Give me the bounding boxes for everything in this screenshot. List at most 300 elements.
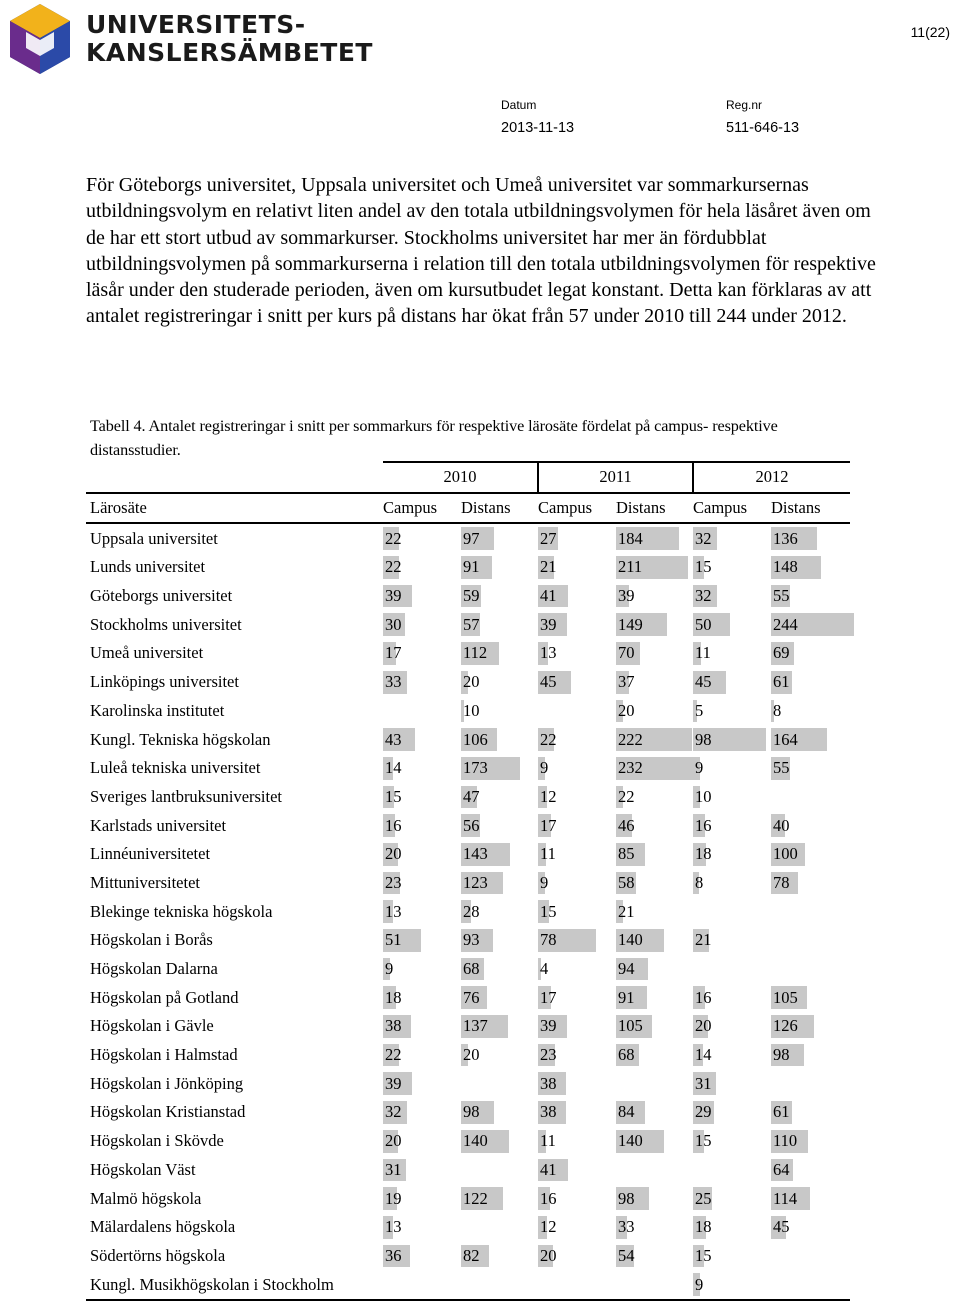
distans-cell xyxy=(461,1069,538,1098)
campus-cell xyxy=(383,1156,461,1185)
column-header-campus: Campus xyxy=(538,493,616,524)
campus-cell xyxy=(383,897,461,926)
cell-value: 38 xyxy=(540,1073,557,1093)
cell-value xyxy=(771,1246,773,1265)
cell-value: 8 xyxy=(773,700,782,720)
campus-cell xyxy=(538,1184,616,1213)
distans-cell xyxy=(616,1041,693,1070)
distans-cell xyxy=(771,897,850,926)
table-row xyxy=(86,1127,850,1156)
distans-cell xyxy=(616,783,693,812)
distans-cell xyxy=(771,523,850,553)
cell-value: 15 xyxy=(695,557,712,577)
cell-value: 32 xyxy=(695,528,712,548)
campus-cell xyxy=(383,1127,461,1156)
cell-value: 19 xyxy=(385,1188,402,1208)
table-row xyxy=(86,725,850,754)
cell-value: 222 xyxy=(618,729,643,749)
campus-cell xyxy=(538,523,616,553)
campus-cell xyxy=(383,811,461,840)
cell-value: 21 xyxy=(695,930,712,950)
campus-cell xyxy=(538,955,616,984)
row-label: Göteborgs universitet xyxy=(90,586,233,606)
cell-value: 105 xyxy=(618,1016,643,1036)
distans-cell xyxy=(461,697,538,726)
column-header-larosate: Lärosäte xyxy=(86,493,383,524)
campus-cell xyxy=(693,754,771,783)
distans-cell xyxy=(771,668,850,697)
distans-cell xyxy=(461,1270,538,1300)
cell-value: 143 xyxy=(463,844,488,864)
distans-cell xyxy=(771,983,850,1012)
cell-value xyxy=(616,1160,618,1179)
cell-value xyxy=(693,959,695,978)
campus-cell xyxy=(383,1184,461,1213)
reg-value: 511-646-13 xyxy=(726,120,800,136)
logo-text-line2: KANSLERSÄMBETET xyxy=(86,38,373,67)
cell-value: 38 xyxy=(385,1016,402,1036)
cell-value: 100 xyxy=(773,844,798,864)
cell-value: 46 xyxy=(618,815,635,835)
distans-cell xyxy=(771,811,850,840)
year-header-row xyxy=(86,462,850,493)
row-label: Södertörns högskola xyxy=(90,1245,226,1265)
campus-cell xyxy=(693,1127,771,1156)
distans-cell xyxy=(616,1156,693,1185)
distans-cell xyxy=(771,1156,850,1185)
distans-cell xyxy=(616,1012,693,1041)
distans-cell xyxy=(461,1041,538,1070)
distans-cell xyxy=(461,783,538,812)
row-label: Lunds universitet xyxy=(90,557,206,577)
campus-cell xyxy=(693,639,771,668)
campus-cell xyxy=(693,811,771,840)
cell-value: 27 xyxy=(540,528,557,548)
cell-value: 22 xyxy=(385,557,402,577)
row-label: Högskolan i Halmstad xyxy=(90,1045,238,1065)
campus-cell xyxy=(693,955,771,984)
distans-cell xyxy=(771,869,850,898)
cell-value: 10 xyxy=(695,786,712,806)
table-row xyxy=(86,1184,850,1213)
cell-value xyxy=(461,1160,463,1179)
campus-cell xyxy=(538,1242,616,1271)
campus-cell xyxy=(538,897,616,926)
table-row xyxy=(86,926,850,955)
row-label: Malmö högskola xyxy=(90,1188,202,1208)
cell-value: 56 xyxy=(463,815,480,835)
distans-cell xyxy=(461,1242,538,1271)
cell-value: 30 xyxy=(385,614,402,634)
distans-cell xyxy=(461,869,538,898)
distans-cell xyxy=(771,639,850,668)
cell-value: 136 xyxy=(773,528,798,548)
cell-value: 123 xyxy=(463,872,488,892)
cell-value: 9 xyxy=(540,758,549,778)
distans-cell xyxy=(616,983,693,1012)
cell-value: 140 xyxy=(618,1131,643,1151)
distans-cell xyxy=(461,1156,538,1185)
cell-value xyxy=(616,1275,618,1294)
campus-cell xyxy=(693,1242,771,1271)
cell-value: 11 xyxy=(695,643,711,663)
cell-value: 20 xyxy=(385,1131,402,1151)
body-paragraph: För Göteborgs universitet, Uppsala universitet och Umeå universitet var sommarkursernas utbildningsvolym en relativt liten andel av den totala utbildningsvolymen för hela läsåret även om de har ett stort utbud av sommarkurser. Stockholms universitet har mer än fördubblat utbildningsvolymen på sommarkurserna i relation till den totala utbildningsvolymen för respektive läsår under den studerade perioden, även om kursutbudet legat konstant. Detta kan förklaras av att antalet registreringar i snitt per kurs på distans har ökat från 57 under 2010 till 244 under 2012. xyxy=(86,174,876,328)
distans-cell xyxy=(771,1012,850,1041)
campus-cell xyxy=(538,582,616,611)
table-row xyxy=(86,840,850,869)
cell-value: 39 xyxy=(618,586,635,606)
distans-cell xyxy=(616,523,693,553)
table-row xyxy=(86,1242,850,1271)
distans-cell xyxy=(771,1270,850,1300)
campus-cell xyxy=(538,725,616,754)
cell-value: 184 xyxy=(618,528,643,548)
cell-value: 16 xyxy=(695,987,712,1007)
cell-value: 173 xyxy=(463,758,488,778)
campus-cell xyxy=(538,697,616,726)
campus-cell xyxy=(538,983,616,1012)
distans-cell xyxy=(461,754,538,783)
distans-cell xyxy=(771,1041,850,1070)
distans-cell xyxy=(771,1069,850,1098)
cell-value xyxy=(771,959,773,978)
cell-value: 41 xyxy=(540,586,557,606)
cell-value: 57 xyxy=(463,614,480,634)
reg-label: Reg.nr xyxy=(726,98,763,112)
campus-cell xyxy=(538,1098,616,1127)
year-header: 2012 xyxy=(693,462,850,493)
campus-cell xyxy=(693,1098,771,1127)
column-header-distans: Distans xyxy=(616,493,693,524)
table-row xyxy=(86,697,850,726)
cell-value: 15 xyxy=(695,1245,712,1265)
distans-cell xyxy=(461,926,538,955)
distans-cell xyxy=(771,1184,850,1213)
cell-value xyxy=(461,1074,463,1093)
column-header-distans: Distans xyxy=(771,493,850,524)
table-row xyxy=(86,811,850,840)
cell-value: 20 xyxy=(618,700,635,720)
cell-value: 32 xyxy=(695,586,712,606)
cell-value: 98 xyxy=(463,1102,480,1122)
row-label: Karolinska institutet xyxy=(90,700,225,720)
cell-value: 9 xyxy=(695,758,704,778)
cell-value: 32 xyxy=(385,1102,402,1122)
distans-cell xyxy=(771,1098,850,1127)
campus-cell xyxy=(383,1012,461,1041)
distans-cell xyxy=(616,955,693,984)
distans-cell xyxy=(616,725,693,754)
cell-value: 31 xyxy=(385,1159,402,1179)
cell-value xyxy=(616,1074,618,1093)
cell-value xyxy=(771,902,773,921)
campus-cell xyxy=(538,811,616,840)
distans-cell xyxy=(616,697,693,726)
logo-text-line1: UNIVERSITETS- xyxy=(86,10,306,39)
campus-cell xyxy=(693,697,771,726)
cell-value: 18 xyxy=(695,1217,712,1237)
cell-value: 28 xyxy=(463,901,480,921)
cell-value: 45 xyxy=(540,672,557,692)
campus-cell xyxy=(538,869,616,898)
campus-cell xyxy=(538,754,616,783)
campus-cell xyxy=(693,783,771,812)
cell-value: 20 xyxy=(540,1245,557,1265)
distans-cell xyxy=(461,610,538,639)
cell-value: 11 xyxy=(540,844,556,864)
column-header-campus: Campus xyxy=(693,493,771,524)
distans-cell xyxy=(616,897,693,926)
table-row xyxy=(86,897,850,926)
campus-cell xyxy=(538,783,616,812)
cell-value: 13 xyxy=(540,643,557,663)
cell-value: 36 xyxy=(385,1245,402,1265)
campus-cell xyxy=(538,840,616,869)
cell-value: 164 xyxy=(773,729,798,749)
campus-cell xyxy=(538,553,616,582)
cell-value xyxy=(383,701,385,720)
campus-cell xyxy=(383,840,461,869)
distans-cell xyxy=(771,955,850,984)
campus-cell xyxy=(538,1069,616,1098)
cell-value: 61 xyxy=(773,672,790,692)
cell-value: 76 xyxy=(463,987,480,1007)
cell-value: 22 xyxy=(385,1045,402,1065)
cell-value: 10 xyxy=(463,700,480,720)
cell-value: 55 xyxy=(773,758,790,778)
table-row xyxy=(86,1156,850,1185)
distans-cell xyxy=(616,639,693,668)
distans-cell xyxy=(461,725,538,754)
cell-value: 17 xyxy=(540,815,557,835)
cell-value: 85 xyxy=(618,844,635,864)
cell-value: 47 xyxy=(463,786,480,806)
row-label: Linnéuniversitetet xyxy=(90,844,211,864)
distans-cell xyxy=(616,1213,693,1242)
cell-value: 97 xyxy=(463,528,480,548)
campus-cell xyxy=(693,553,771,582)
cell-value xyxy=(461,1275,463,1294)
distans-cell xyxy=(461,1012,538,1041)
cell-value: 69 xyxy=(773,643,790,663)
campus-cell xyxy=(383,983,461,1012)
year-header-blank xyxy=(86,462,383,493)
distans-cell xyxy=(616,553,693,582)
row-label: Sveriges lantbruksuniversitet xyxy=(90,786,283,806)
cell-value: 11 xyxy=(540,1131,556,1151)
row-label: Karlstads universitet xyxy=(90,815,227,835)
cell-value: 211 xyxy=(618,557,643,577)
cell-value: 140 xyxy=(618,930,643,950)
cell-value: 21 xyxy=(540,557,557,577)
campus-cell xyxy=(383,697,461,726)
table-row xyxy=(86,1213,850,1242)
cell-value: 31 xyxy=(695,1073,712,1093)
cell-value xyxy=(771,1275,773,1294)
year-header: 2010 xyxy=(383,462,538,493)
table-row xyxy=(86,523,850,553)
campus-cell xyxy=(693,1184,771,1213)
row-label: Högskolan Väst xyxy=(90,1159,196,1179)
campus-cell xyxy=(538,1127,616,1156)
cell-value: 13 xyxy=(385,901,402,921)
distans-cell xyxy=(771,1242,850,1271)
table-row xyxy=(86,983,850,1012)
row-label: Kungl. Musikhögskolan i Stockholm xyxy=(86,1270,383,1300)
cell-value: 12 xyxy=(540,786,557,806)
cell-value: 91 xyxy=(618,987,635,1007)
distans-cell xyxy=(461,553,538,582)
cell-value: 94 xyxy=(618,959,635,979)
row-label: Högskolan på Gotland xyxy=(90,987,239,1007)
distans-cell xyxy=(461,811,538,840)
cell-value xyxy=(383,1275,385,1294)
table-row xyxy=(86,1098,850,1127)
cell-value: 39 xyxy=(385,586,402,606)
cell-value: 41 xyxy=(540,1159,557,1179)
distans-cell xyxy=(461,1127,538,1156)
campus-cell xyxy=(383,639,461,668)
row-label: Högskolan i Borås xyxy=(90,930,213,950)
campus-cell xyxy=(693,725,771,754)
cell-value: 40 xyxy=(773,815,790,835)
logo-icon xyxy=(6,2,74,76)
data-table xyxy=(86,461,850,1301)
cell-value: 18 xyxy=(695,844,712,864)
campus-cell xyxy=(383,1041,461,1070)
distans-cell xyxy=(616,1270,693,1300)
distans-cell xyxy=(461,639,538,668)
distans-cell xyxy=(461,582,538,611)
campus-cell xyxy=(383,582,461,611)
cell-value: 78 xyxy=(540,930,557,950)
cell-value: 9 xyxy=(695,1274,704,1294)
distans-cell xyxy=(461,668,538,697)
cell-value xyxy=(693,1160,695,1179)
distans-cell xyxy=(616,1184,693,1213)
cell-value: 29 xyxy=(695,1102,712,1122)
campus-cell xyxy=(538,1213,616,1242)
table-row xyxy=(86,869,850,898)
cell-value xyxy=(538,701,540,720)
campus-cell xyxy=(693,1270,771,1300)
cell-value: 98 xyxy=(695,729,712,749)
page-number: 11(22) xyxy=(910,24,950,40)
cell-value: 148 xyxy=(773,557,798,577)
table-row xyxy=(86,1270,850,1300)
campus-cell xyxy=(538,639,616,668)
distans-cell xyxy=(461,840,538,869)
cell-value: 68 xyxy=(463,959,480,979)
cell-value: 15 xyxy=(540,901,557,921)
cell-value: 22 xyxy=(618,786,635,806)
cell-value: 21 xyxy=(618,901,635,921)
campus-cell xyxy=(383,955,461,984)
cell-value: 68 xyxy=(618,1045,635,1065)
cell-value: 25 xyxy=(695,1188,712,1208)
distans-cell xyxy=(461,955,538,984)
cell-value: 84 xyxy=(618,1102,635,1122)
distans-cell xyxy=(616,811,693,840)
distans-cell xyxy=(616,926,693,955)
cell-value: 39 xyxy=(540,614,557,634)
campus-cell xyxy=(693,1213,771,1242)
cell-value: 64 xyxy=(773,1159,790,1179)
cell-value: 9 xyxy=(540,872,549,892)
cell-value: 33 xyxy=(385,672,402,692)
row-label: Blekinge tekniska högskola xyxy=(90,901,273,921)
campus-cell xyxy=(693,1012,771,1041)
cell-value: 54 xyxy=(618,1245,635,1265)
row-label: Högskolan i Skövde xyxy=(90,1131,224,1151)
cell-value: 14 xyxy=(695,1045,712,1065)
cell-value: 20 xyxy=(385,844,402,864)
distans-cell xyxy=(616,1098,693,1127)
campus-cell xyxy=(383,783,461,812)
distans-cell xyxy=(461,897,538,926)
distans-cell xyxy=(771,725,850,754)
cell-value: 140 xyxy=(463,1131,488,1151)
row-label: Linköpings universitet xyxy=(90,672,239,692)
row-label: Högskolan i Jönköping xyxy=(90,1073,244,1093)
campus-cell xyxy=(383,1213,461,1242)
cell-value: 12 xyxy=(540,1217,557,1237)
table-row xyxy=(86,783,850,812)
cell-value: 23 xyxy=(385,872,402,892)
table-row xyxy=(86,1041,850,1070)
campus-cell xyxy=(383,523,461,553)
cell-value: 18 xyxy=(385,987,402,1007)
cell-value: 126 xyxy=(773,1016,798,1036)
distans-cell xyxy=(771,610,850,639)
distans-cell xyxy=(771,1127,850,1156)
campus-cell xyxy=(538,1156,616,1185)
cell-value: 33 xyxy=(618,1217,635,1237)
campus-cell xyxy=(383,553,461,582)
distans-cell xyxy=(771,1213,850,1242)
page-header xyxy=(0,0,960,150)
distans-cell xyxy=(461,1098,538,1127)
cell-value: 16 xyxy=(695,815,712,835)
distans-cell xyxy=(616,1242,693,1271)
row-label: Högskolan i Gävle xyxy=(90,1016,214,1036)
campus-cell xyxy=(383,869,461,898)
campus-cell xyxy=(383,610,461,639)
distans-cell xyxy=(771,697,850,726)
campus-cell xyxy=(693,668,771,697)
cell-value: 37 xyxy=(618,672,635,692)
table-row xyxy=(86,610,850,639)
distans-cell xyxy=(616,610,693,639)
campus-cell xyxy=(693,1041,771,1070)
cell-value: 98 xyxy=(618,1188,635,1208)
campus-cell xyxy=(383,1098,461,1127)
table-row xyxy=(86,553,850,582)
cell-value: 78 xyxy=(773,872,790,892)
row-label: Kungl. Tekniska högskolan xyxy=(90,729,271,749)
cell-value xyxy=(771,787,773,806)
distans-cell xyxy=(771,783,850,812)
cell-value: 70 xyxy=(618,643,635,663)
cell-value: 106 xyxy=(463,729,488,749)
cell-value: 59 xyxy=(463,586,480,606)
column-header-campus: Campus xyxy=(383,493,461,524)
campus-cell xyxy=(383,668,461,697)
cell-value: 5 xyxy=(695,700,704,720)
cell-value: 13 xyxy=(385,1217,402,1237)
distans-cell xyxy=(616,754,693,783)
